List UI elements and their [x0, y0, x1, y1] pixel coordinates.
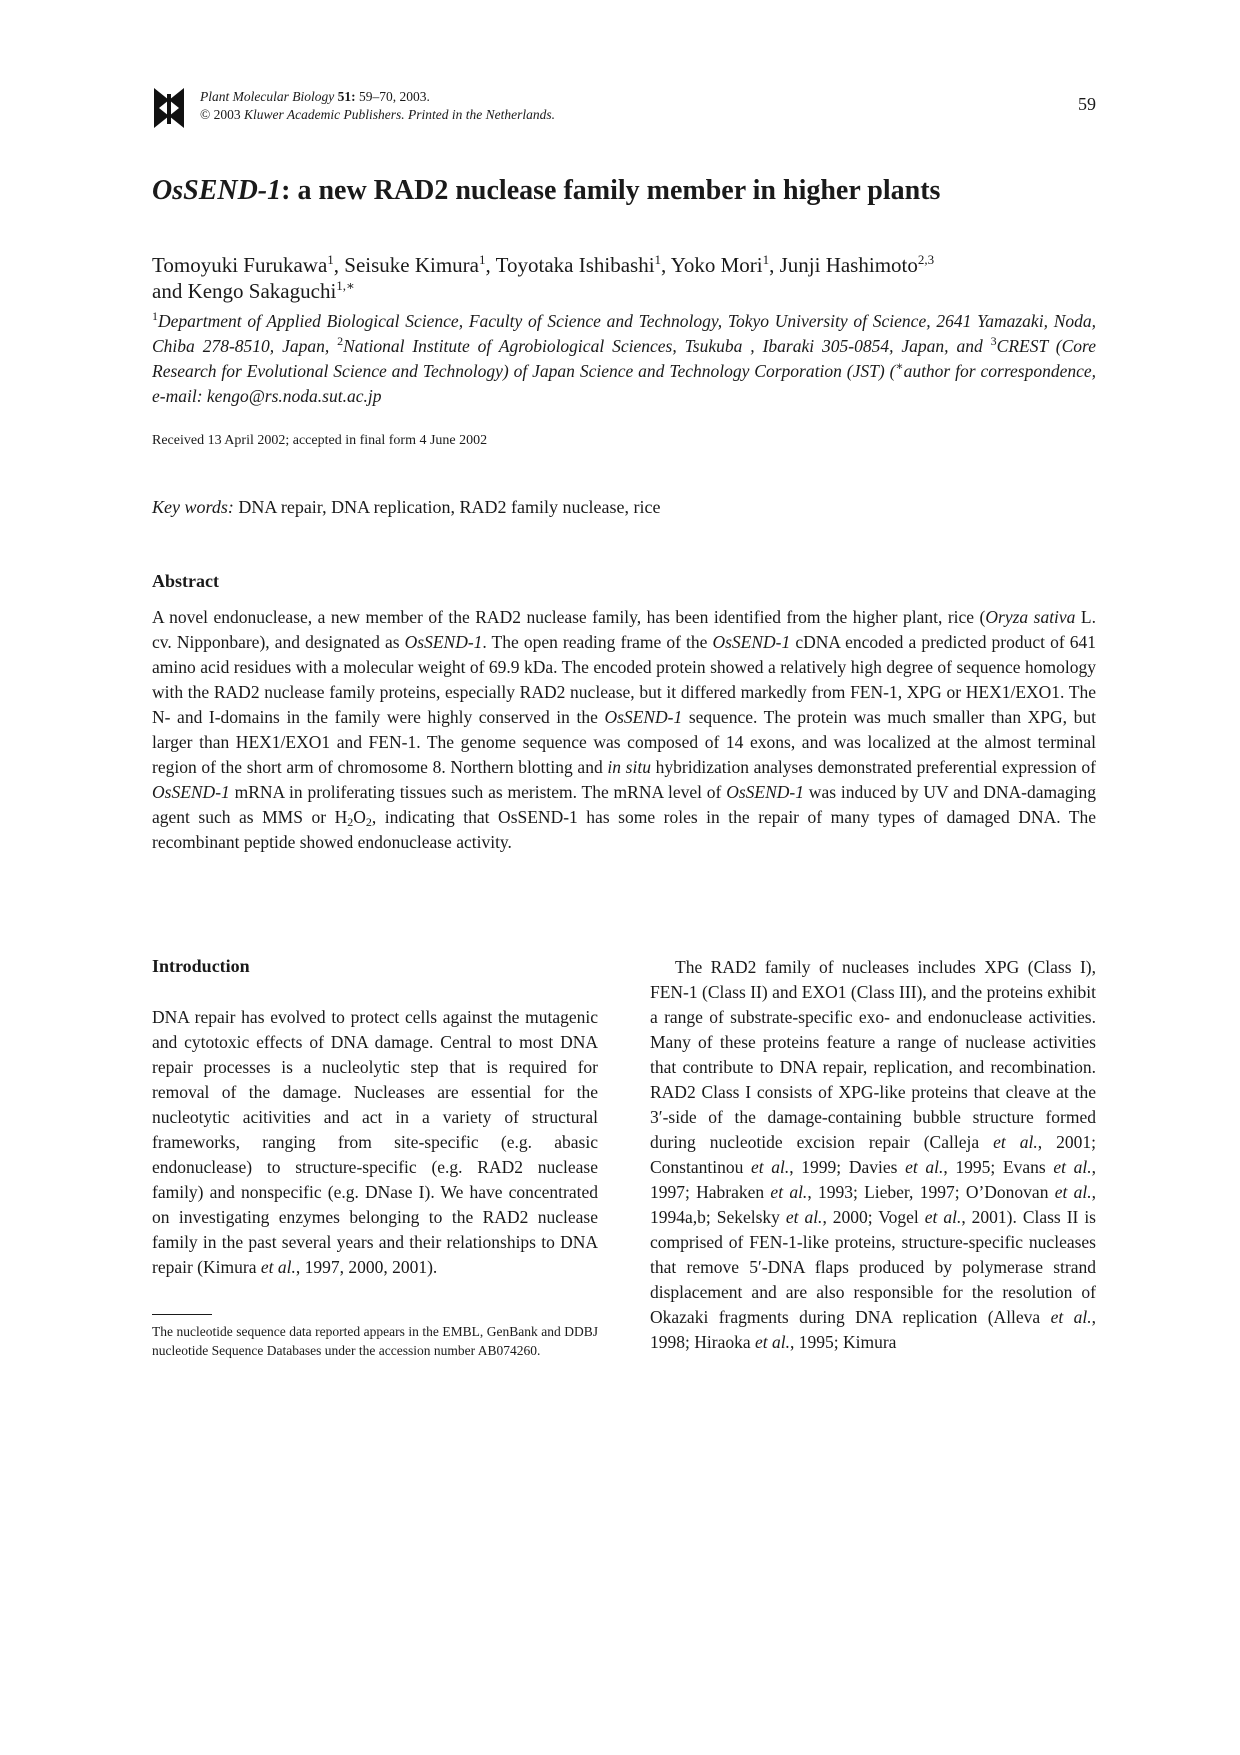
article-title — [152, 175, 940, 207]
title-gene: OsSEND-1 — [152, 175, 282, 206]
title-rest: : a new RAD2 nuclease family member in higher plants — [281, 175, 941, 206]
keywords — [152, 497, 660, 518]
journal-line-1 — [200, 88, 555, 106]
author-list — [152, 252, 1096, 304]
page-number: 59 — [1078, 94, 1096, 114]
author: Junji Hashimoto$^{2,3}$ — [779, 252, 935, 277]
journal-pages-year: 59–70, 2003. — [355, 89, 430, 104]
affiliations: $^1$Department of Applied Biological Science, Faculty of Science and Technology, Tokyo University of Science, 2641 Yamazaki, Noda, Chiba 278-8510, Japan, $^2$National Institute of Agrobiological Sciences, Tsukuba , Ibaraki 305-0854, Japan, and $^3$CREST (Core Research for Evolutional Science and Technology) of Japan Science and Technology Corporation (JST) (∗author for correspondence, e-mail: kengo@rs.noda.sut.ac.jp — [152, 309, 1096, 406]
introduction-left-column: DNA repair has evolved to protect cells against the mutagenic and cytotoxic effects of DNA damage. Central to most DNA repair processes is a nucleolytic step that is required for removal of the damage. Nucleases are essential for the nucleotytic acitivities and act in a variety of structural frameworks, ranging from site-specific (e.g. abasic endonuclease) to structure-specific (e.g. RAD2 nuclease family) and nonspecific (e.g. DNase I). We have concentrated on investigating enzymes belonging to the RAD2 nuclease family in the past several years and their relationships to DNA repair (Kimura et al., 1997, 2000, 2001). — [152, 1007, 598, 1277]
introduction-right-column: The RAD2 family of nucleases includes XPG (Class I), FEN-1 (Class II) and EXO1 (Class III), and the proteins exhibit a range of substrate-specific exo- and endonuclease activities. Many of these proteins feature a range of nuclease activities that contribute to DNA repair, replication, and recombination. RAD2 Class I consists of XPG-like proteins that cleave at the 3′-side of the damage-containing bubble structure formed during nucleotide excision repair (Calleja et al., 2001; Constantinou et al., 1999; Davies et al., 1995; Evans et al., 1997; Habraken et al., 1993; Lieber, 1997; O’Donovan et al., 1994a,b; Sekelsky et al., 2000; Vogel et al., 2001). Class II is comprised of FEN-1-like proteins, structure-specific nucleases that remove 5′-DNA flaps produced by polymerase strand displacement and are also responsible for the resolution of Okazaki fragments during DNA replication (Alleva et al., 1998; Hiraoka et al., 1995; Kimura — [650, 957, 1096, 1352]
publisher-logo-icon — [152, 86, 186, 130]
publisher: Kluwer Academic Publishers. Printed in the Netherlands. — [240, 107, 555, 122]
correspondence-email: author for correspondence, e-mail: kengo@rs.noda.sut.ac.jp — [152, 361, 1096, 406]
journal-volume: 51: — [337, 89, 356, 104]
keywords-list: DNA repair, DNA replication, RAD2 family nuclease, rice — [233, 497, 661, 517]
abstract-heading: Abstract — [152, 571, 219, 591]
author: Yoko Mori$^1$, — [670, 252, 780, 277]
keywords-label: Key words: — [152, 497, 234, 517]
journal-citation — [200, 88, 555, 124]
journal-line-2 — [200, 106, 555, 124]
introduction-heading: Introduction — [152, 956, 250, 976]
received-dates: Received 13 April 2002; accepted in final form 4 June 2002 — [152, 433, 488, 448]
author: Tomoyuki Furukawa$^1$, — [152, 252, 345, 277]
author: Seisuke Kimura$^1$, — [344, 252, 496, 277]
footnote-rule — [152, 1314, 212, 1315]
copyright: © 2003 — [200, 107, 241, 122]
journal-name: Plant Molecular Biology — [200, 89, 335, 104]
abstract-text: A novel endonuclease, a new member of the RAD2 nuclease family, has been identified from the higher plant, rice (Oryza sativa L. cv. Nipponbare), and designated as OsSEND-1. The open reading frame of the OsSEND-1 cDNA encoded a predicted product of 641 amino acid residues with a molecular weight of 69.9 kDa. The encoded protein showed a relatively high degree of sequence homology with the RAD2 nuclease family proteins, especially RAD2 nuclease, but it differed markedly from FEN-1, XPG or HEX1/EXO1. The N- and I-domains in the family were highly conserved in the OsSEND-1 sequence. The protein was much smaller than XPG, but larger than HEX1/EXO1 and FEN-1. The genome sequence was composed of 14 exons, and was localized at the almost terminal region of the short arm of chromosome 8. Northern blotting and in situ hybridization analyses demonstrated preferential expression of OsSEND-1 mRNA in proliferating tissues such as meristem. The mRNA level of OsSEND-1 was induced by UV and DNA-damaging agent such as MMS or $H_2O_2$, indicating that OsSEND-1 has some roles in the repair of many types of damaged DNA. The recombinant peptide showed endonuclease activity. — [152, 607, 1097, 852]
author: Toyotaka Ishibashi$^1$, — [495, 252, 671, 277]
author: and Kengo Sakaguchi$^{1,∗}$ — [152, 278, 355, 303]
footnote: The nucleotide sequence data reported appears in the EMBL, GenBank and DDBJ nucleotide Sequence Databases under the accession number AB074260. — [152, 1324, 598, 1358]
